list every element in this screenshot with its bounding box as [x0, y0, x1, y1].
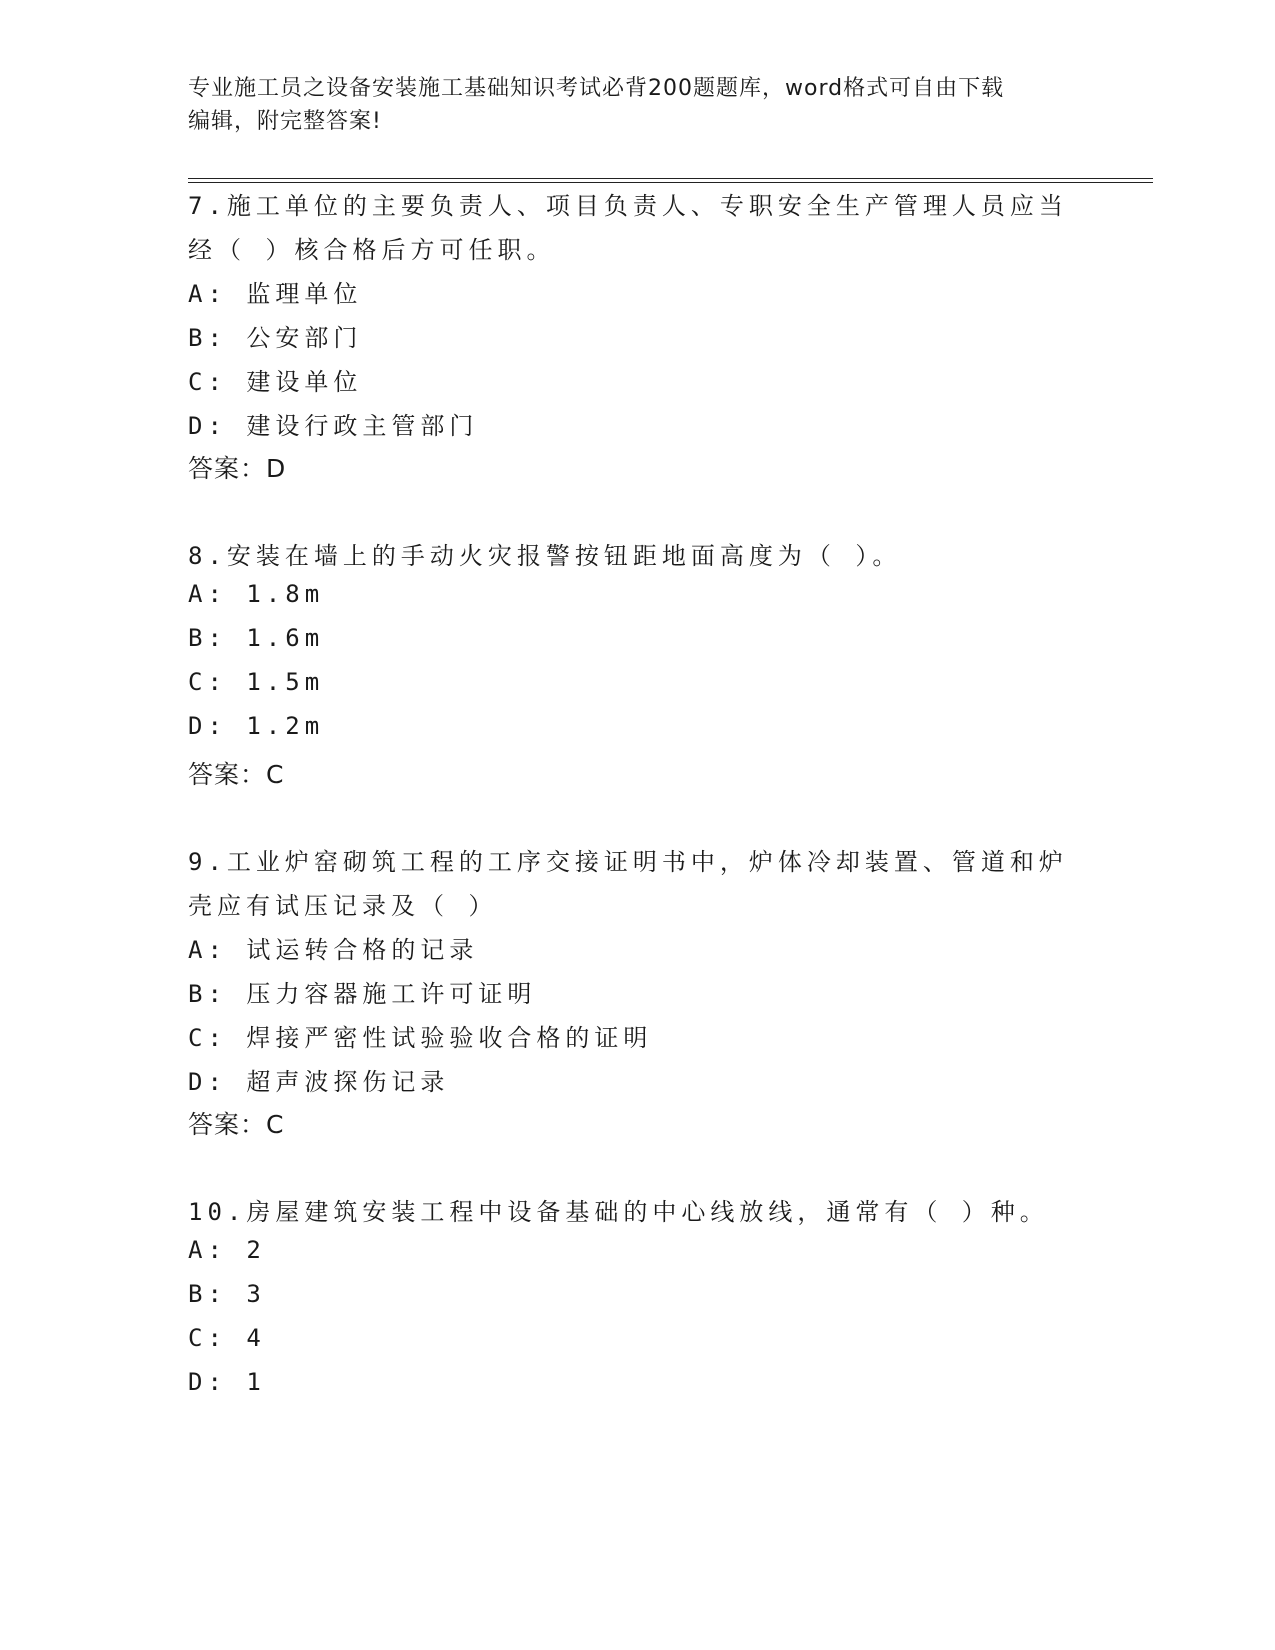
question-9-stem-line-2: 壳应有试压记录及（ ）: [188, 892, 498, 920]
question-7-option-a: A: 监理单位: [188, 280, 363, 308]
question-9-stem-line-1: 9.工业炉窑砌筑工程的工序交接证明书中，炉体冷却装置、管道和炉: [188, 848, 1068, 876]
question-7-option-b: B: 公安部门: [188, 324, 363, 352]
question-9-option-b: B: 压力容器施工许可证明: [188, 980, 537, 1008]
question-10-stem-line-1: 10.房屋建筑安装工程中设备基础的中心线放线，通常有（ ）种。: [188, 1198, 1049, 1226]
header-line-2: 编辑，附完整答案!: [188, 109, 382, 134]
question-9-answer: 答案：C: [188, 1110, 285, 1139]
question-10-option-a: A: 2: [188, 1236, 266, 1264]
header-divider: [188, 178, 1153, 183]
question-8-option-c: C: 1.5m: [188, 668, 325, 696]
question-8-option-a: A: 1.8m: [188, 580, 325, 608]
document-header: [188, 72, 1068, 138]
question-7-option-d: D: 建设行政主管部门: [188, 412, 479, 440]
header-line-1: 专业施工员之设备安装施工基础知识考试必背200题题库，word格式可自由下载: [188, 76, 1005, 101]
question-10-option-d: D: 1: [188, 1368, 266, 1396]
question-7-stem-line-2: 经（ ）核合格后方可任职。: [188, 236, 556, 264]
question-7-answer: 答案：D: [188, 454, 287, 483]
question-10-option-c: C: 4: [188, 1324, 266, 1352]
question-7-option-c: C: 建设单位: [188, 368, 363, 396]
question-8-answer: 答案：C: [188, 760, 285, 789]
question-9-option-d: D: 超声波探伤记录: [188, 1068, 450, 1096]
question-10-option-b: B: 3: [188, 1280, 266, 1308]
question-8-stem-line-1: 8.安装在墙上的手动火灾报警按钮距地面高度为（ ）。: [188, 542, 902, 570]
question-9-option-a: A: 试运转合格的记录: [188, 936, 479, 964]
question-8-option-b: B: 1.6m: [188, 624, 325, 652]
question-7-stem-line-1: 7.施工单位的主要负责人、项目负责人、专职安全生产管理人员应当: [188, 192, 1068, 220]
question-8-option-d: D: 1.2m: [188, 712, 325, 740]
question-9-option-c: C: 焊接严密性试验验收合格的证明: [188, 1024, 653, 1052]
